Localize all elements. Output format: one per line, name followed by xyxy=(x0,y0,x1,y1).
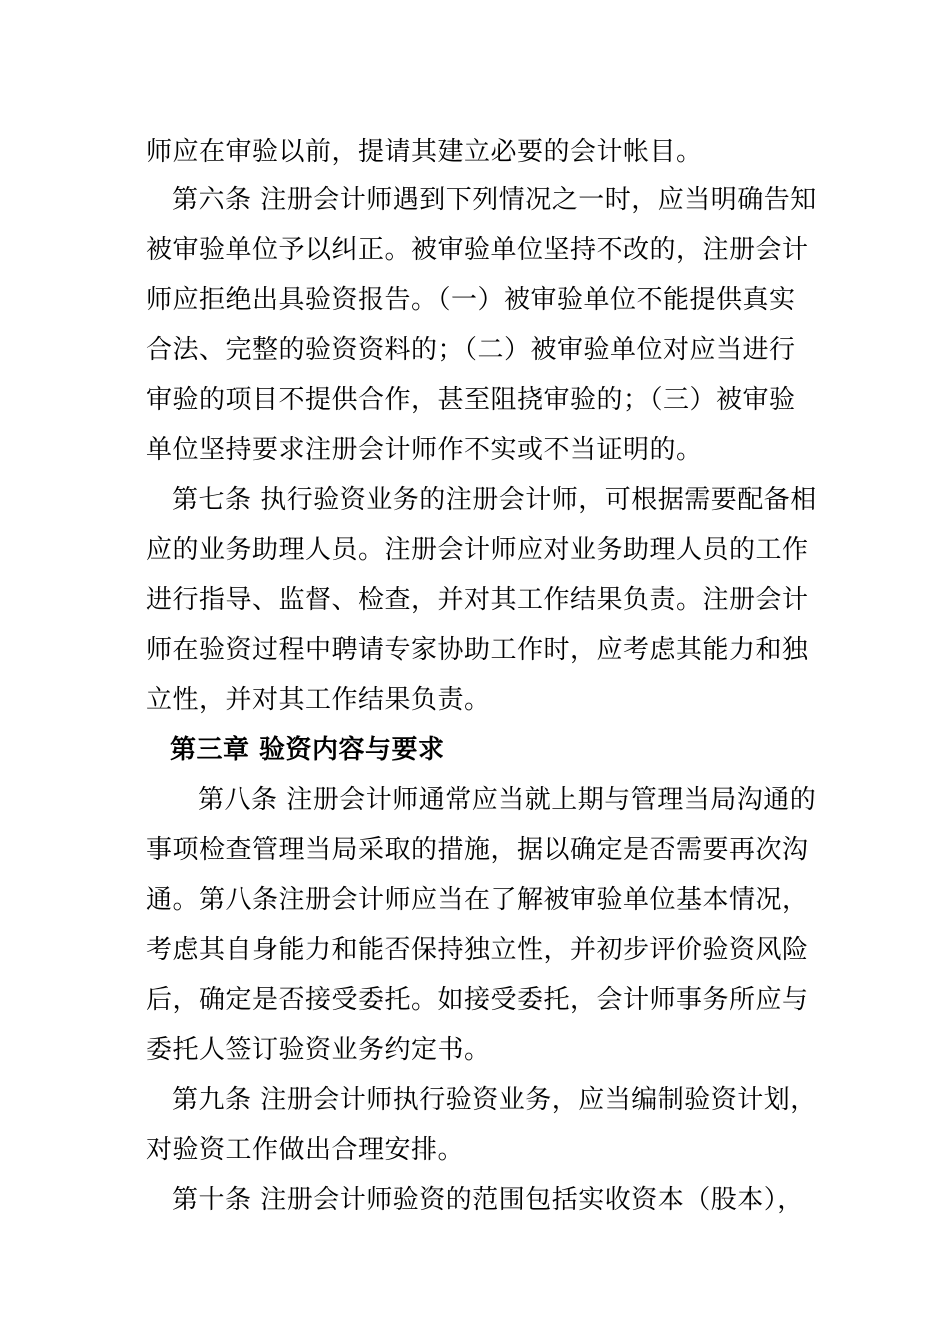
text-line: 单位坚持要求注册会计师作不实或不当证明的。 xyxy=(146,435,703,465)
text-line: 后，确定是否接受委托。如接受委托，会计师事务所应与 xyxy=(146,985,809,1015)
text-line: 进行指导、监督、检查，并对其工作结果负责。注册会计 xyxy=(146,585,809,615)
text-line: 师应拒绝出具验资报告。（一）被审验单位不能提供真实 xyxy=(146,285,796,315)
text-line: 立性，并对其工作结果负责。 xyxy=(146,685,491,715)
text-line: 通。第八条注册会计师应当在了解被审验单位基本情况， xyxy=(146,885,809,915)
text-line: 合法、完整的验资资料的；（二）被审验单位对应当进行 xyxy=(146,335,796,365)
text-line: 师应在审验以前，提请其建立必要的会计帐目。 xyxy=(146,137,703,167)
text-line: 应的业务助理人员。注册会计师应对业务助理人员的工作 xyxy=(146,535,809,565)
text-line: 考虑其自身能力和能否保持独立性，并初步评价验资风险 xyxy=(146,935,809,965)
text-line: 被审验单位予以纠正。被审验单位坚持不改的，注册会计 xyxy=(146,235,809,265)
text-line: 事项检查管理当局采取的措施，据以确定是否需要再次沟 xyxy=(146,835,809,865)
article-10-line: 第十条 注册会计师验资的范围包括实收资本（股本）， xyxy=(172,1185,804,1215)
text-line: 审验的项目不提供合作，甚至阻挠审验的；（三）被审验 xyxy=(146,385,796,415)
article-6-line: 第六条 注册会计师遇到下列情况之一时，应当明确告知 xyxy=(172,185,817,215)
text-line: 师在验资过程中聘请专家协助工作时，应考虑其能力和独 xyxy=(146,635,809,665)
text-line: 委托人签订验资业务约定书。 xyxy=(146,1035,491,1065)
article-8-line: 第八条 注册会计师通常应当就上期与管理当局沟通的 xyxy=(198,785,817,815)
text-line: 对验资工作做出合理安排。 xyxy=(146,1135,465,1165)
chapter-heading: 第三章 验资内容与要求 xyxy=(170,735,445,765)
article-9-line: 第九条 注册会计师执行验资业务，应当编制验资计划， xyxy=(172,1085,817,1115)
article-7-line: 第七条 执行验资业务的注册会计师，可根据需要配备相 xyxy=(172,485,817,515)
